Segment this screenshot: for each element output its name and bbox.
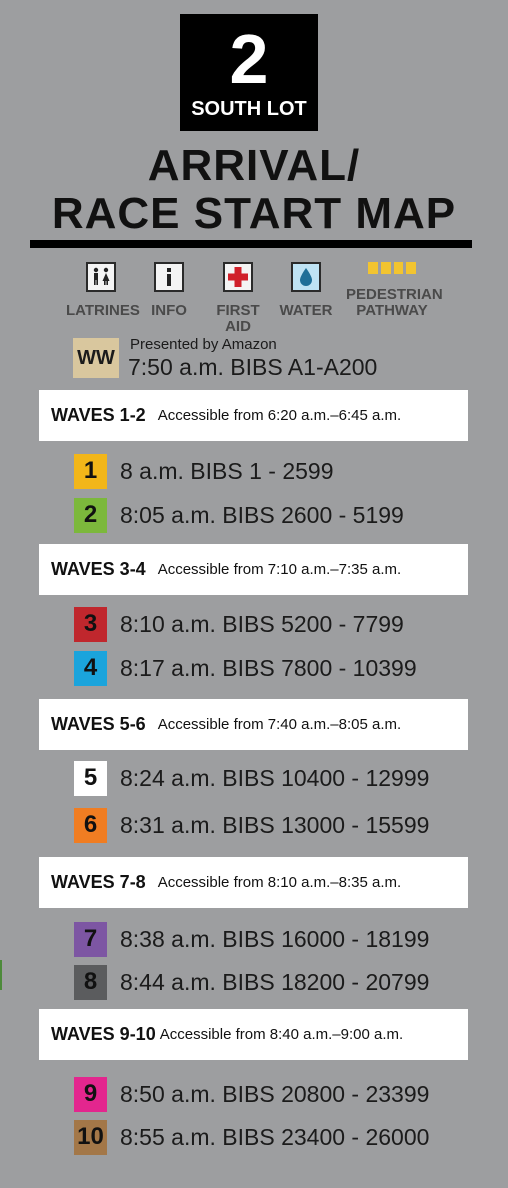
- wave-row: [74, 921, 429, 957]
- latrines-icon: [86, 262, 116, 292]
- wave-row: [74, 1119, 429, 1155]
- legend-label: FIRST AID: [216, 302, 260, 335]
- edge-mark: [0, 960, 2, 990]
- wave-badge: 8: [74, 965, 107, 1000]
- wave-group-name: WAVES 1-2: [51, 405, 146, 425]
- wave-info: 8:17 a.m. BIBS 7800 - 10399: [120, 654, 417, 681]
- wave-group-access: Accessible from 6:20 a.m.–6:45 a.m.: [157, 407, 402, 424]
- title-line-1: ARRIVAL/: [147, 141, 361, 190]
- wave-badge: 4: [74, 651, 107, 686]
- wave-row: [74, 650, 417, 686]
- wave-group-header: [39, 1009, 468, 1060]
- wave-info: 8:44 a.m. BIBS 18200 - 20799: [120, 968, 430, 995]
- wave-row: [74, 497, 404, 533]
- first-aid-icon: [223, 262, 253, 292]
- wave-row: [74, 1076, 429, 1112]
- wave-info: 8:24 a.m. BIBS 10400 - 12999: [120, 764, 430, 791]
- wave-row: [74, 807, 429, 843]
- wave-info: 8:50 a.m. BIBS 20800 - 23399: [120, 1080, 430, 1107]
- ww-badge: WW: [73, 338, 119, 378]
- wave-row: [74, 964, 429, 1000]
- wave-group-access: Accessible from 7:10 a.m.–7:35 a.m.: [157, 561, 402, 578]
- title-line-2: RACE START MAP: [51, 189, 457, 238]
- wave-group-header: [39, 699, 468, 750]
- legend-info: [147, 262, 191, 319]
- wave-info: 8:31 a.m. BIBS 13000 - 15599: [120, 811, 430, 838]
- wave-group-access: Accessible from 7:40 a.m.–8:05 a.m.: [157, 716, 402, 733]
- info-icon: [154, 262, 184, 292]
- wave-badge: 6: [74, 808, 107, 843]
- legend-water: [279, 262, 333, 319]
- wave-badge: 10: [74, 1120, 107, 1155]
- wave-group-name: WAVES 7-8: [51, 872, 146, 892]
- wave-group-name: WAVES 5-6: [51, 714, 146, 734]
- wave-badge: 5: [74, 761, 107, 796]
- ww-presented: Presented by Amazon: [130, 336, 277, 353]
- wave-badge: 3: [74, 607, 107, 642]
- wave-row: [74, 453, 334, 489]
- wave-info: 8:05 a.m. BIBS 2600 - 5199: [120, 501, 404, 528]
- lot-number: 2: [229, 20, 269, 98]
- wave-group-access: Accessible from 8:10 a.m.–8:35 a.m.: [157, 874, 402, 891]
- pedestrian-pathway-icon: [368, 262, 416, 274]
- wave-info: 8 a.m. BIBS 1 - 2599: [120, 457, 334, 484]
- wave-group-header: [39, 390, 468, 441]
- wave-group-header: [39, 544, 468, 595]
- wave-info: 8:10 a.m. BIBS 5200 - 7799: [120, 610, 404, 637]
- wave-group-name: WAVES 9-10: [51, 1024, 156, 1044]
- wave-badge: 1: [74, 454, 107, 489]
- wave-group-access: Accessible from 8:40 a.m.–9:00 a.m.: [159, 1026, 404, 1043]
- wave-group-name: WAVES 3-4: [51, 559, 146, 579]
- legend-pedestrian-pathway: [346, 262, 443, 319]
- lot-name: SOUTH LOT: [191, 98, 307, 120]
- wave-group-header: [39, 857, 468, 908]
- wave-row: [74, 606, 404, 642]
- legend-label-line-2: PATHWAY: [356, 302, 428, 319]
- legend-latrines: [66, 262, 140, 319]
- wave-badge: 9: [74, 1077, 107, 1112]
- legend-first-aid: [202, 262, 274, 335]
- wave-info: 8:38 a.m. BIBS 16000 - 18199: [120, 925, 430, 952]
- legend-label: WATER: [279, 302, 333, 319]
- legend-label: LATRINES: [66, 302, 140, 319]
- wave-info: 8:55 a.m. BIBS 23400 - 26000: [120, 1123, 430, 1150]
- lot-badge: [180, 14, 318, 131]
- ww-info: 7:50 a.m. BIBS A1-A200: [128, 354, 378, 380]
- legend-label-line-1: PEDESTRIAN: [346, 286, 443, 303]
- title-rule: [30, 240, 472, 248]
- legend-label: INFO: [151, 302, 187, 319]
- wave-badge: 7: [74, 922, 107, 957]
- water-icon: [291, 262, 321, 292]
- wave-badge: 2: [74, 498, 107, 533]
- wave-row: [74, 760, 429, 796]
